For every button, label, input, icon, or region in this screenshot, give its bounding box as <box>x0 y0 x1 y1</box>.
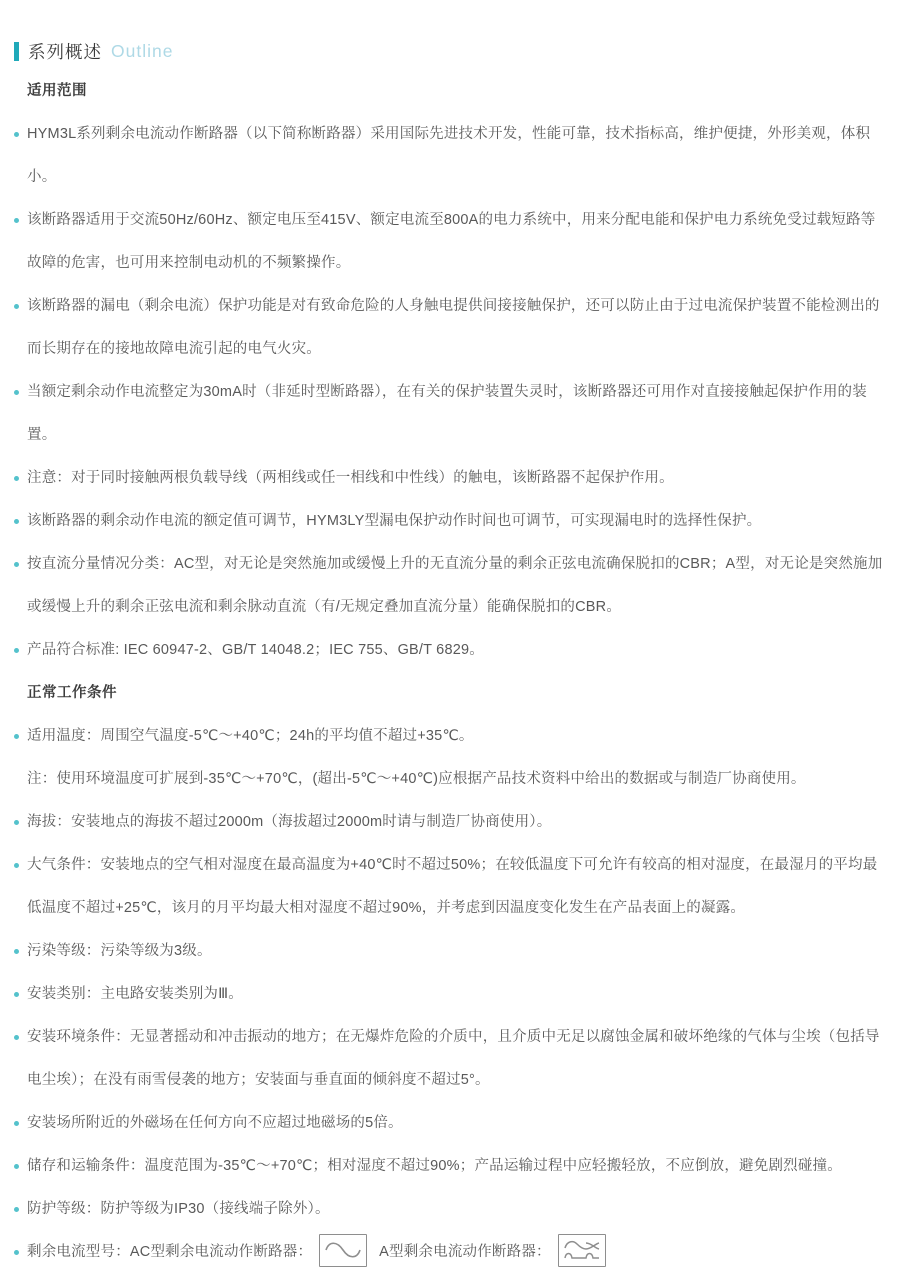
bullet-item <box>27 844 886 930</box>
bullet-item <box>27 113 886 199</box>
bullet-dot-icon <box>14 390 19 395</box>
bullet-dot-icon <box>14 132 19 137</box>
item-text: 当额定剩余动作电流整定为30mA时（非延时型断路器），在有关的保护装置失灵时，该断路器还可用作对直接接触起保护作用的装置。 <box>27 384 867 443</box>
item-text: 注意：对于同时接触两根负载导线（两相线或任一相线和中性线）的触电，该断路器不起保护作用。 <box>27 470 674 486</box>
bullet-dot-icon <box>14 992 19 997</box>
bullet-item <box>27 500 886 543</box>
bullet-item <box>27 973 886 1016</box>
item-text: 防护等级：防护等级为IP30（接线端子除外）。 <box>27 1201 330 1217</box>
bullet-dot-icon <box>14 304 19 309</box>
page <box>0 40 900 1260</box>
bullet-item <box>27 629 886 672</box>
item-text: 安装类别：主电路安装类别为Ⅲ。 <box>27 986 243 1002</box>
bullet-dot-icon <box>14 648 19 653</box>
bullet-dot-icon <box>14 863 19 868</box>
a-type-label: A型剩余电流动作断路器： <box>379 1244 551 1260</box>
content <box>27 70 886 1274</box>
bullet-item <box>27 1016 886 1102</box>
item-text: 该断路器的剩余动作电流的额定值可调节，HYM3LY型漏电保护动作时间也可调节，可实现漏电时的选择性保护。 <box>27 513 762 529</box>
accent-bar <box>14 42 19 61</box>
item-text: 储存和运输条件：温度范围为-35℃～+70℃；相对湿度不超过90%；产品运输过程中应轻搬轻放，不应倒放，避免剧烈碰撞。 <box>27 1158 842 1174</box>
bullet-item <box>27 801 886 844</box>
item-text: 产品符合标准: IEC 60947-2、GB/T 14048.2；IEC 755、GB/T 6829。 <box>27 642 484 658</box>
item-text: 该断路器的漏电（剩余电流）保护功能是对有致命危险的人身触电提供间接接触保护，还可以防止由于过电流保护装置不能检测出的而长期存在的接地故障电流引起的电气火灾。 <box>27 298 880 357</box>
page-header <box>14 40 900 62</box>
bullet-item <box>27 1231 886 1274</box>
bullet-item <box>27 199 886 285</box>
bullet-item <box>27 457 886 500</box>
page-title: 系列概述 <box>28 41 102 62</box>
section-heading: 适用范围 <box>27 83 87 99</box>
bullet-item <box>27 1188 886 1231</box>
item-text: 大气条件：安装地点的空气相对湿度在最高温度为+40℃时不超过50%；在较低温度下可允许有较高的相对湿度，在最湿月的平均最低温度不超过+25℃，该月的月平均最大相对湿度不超过90%，并考虑到因温度变化发生在产品表面上的凝露。 <box>27 857 878 916</box>
bullet-item <box>27 1102 886 1145</box>
item-text: 海拔：安装地点的海拔不超过2000m（海拔超过2000m时请与制造厂协商使用）。 <box>27 814 552 830</box>
bullet-item <box>27 715 886 758</box>
ac-sine-wave-icon <box>319 1234 367 1267</box>
bullet-item <box>27 371 886 457</box>
bullet-item <box>27 1145 886 1188</box>
bullet-item <box>27 285 886 371</box>
bullet-item <box>27 543 886 629</box>
bullet-dot-icon <box>14 1035 19 1040</box>
page-subtitle: Outline <box>111 40 174 61</box>
item-text: 安装环境条件：无显著摇动和冲击振动的地方；在无爆炸危险的介质中，且介质中无足以腐蚀金属和破坏绝缘的气体与尘埃（包括导电尘埃）；在没有雨雪侵袭的地方；安装面与垂直面的倾斜度不超过5°。 <box>27 1029 880 1088</box>
item-text: 该断路器适用于交流50Hz/60Hz、额定电压至415V、额定电流至800A的电力系统中，用来分配电能和保护电力系统免受过载短路等故障的危害，也可用来控制电动机的不频繁操作。 <box>27 212 876 271</box>
bullet-dot-icon <box>14 519 19 524</box>
bullet-dot-icon <box>14 949 19 954</box>
item-text: HYM3L系列剩余电流动作断路器（以下简称断路器）采用国际先进技术开发，性能可靠，技术指标高，维护便捷，外形美观，体积小。 <box>27 126 871 185</box>
bullet-item <box>27 930 886 973</box>
bullet-dot-icon <box>14 218 19 223</box>
bullet-dot-icon <box>14 476 19 481</box>
bullet-dot-icon <box>14 562 19 567</box>
a-pulsating-wave-icon <box>558 1234 606 1267</box>
item-text: 污染等级：污染等级为3级。 <box>27 943 212 959</box>
bullet-dot-icon <box>14 820 19 825</box>
item-text: 适用温度：周围空气温度-5℃～+40℃；24h的平均值不超过+35℃。 <box>27 728 474 744</box>
note-line <box>27 758 886 801</box>
item-text: 注：使用环境温度可扩展到-35℃～+70℃，(超出-5℃～+40℃)应根据产品技术资料中给出的数据或与制造厂协商使用。 <box>27 771 806 787</box>
ac-type-label: 剩余电流型号：AC型剩余电流动作断路器： <box>27 1244 313 1260</box>
bullet-dot-icon <box>14 734 19 739</box>
item-text: 安装场所附近的外磁场在任何方向不应超过地磁场的5倍。 <box>27 1115 403 1131</box>
section-heading: 正常工作条件 <box>27 685 117 701</box>
bullet-dot-icon <box>14 1121 19 1126</box>
bullet-dot-icon <box>14 1250 19 1255</box>
bullet-dot-icon <box>14 1164 19 1169</box>
bullet-dot-icon <box>14 1207 19 1212</box>
item-text: 按直流分量情况分类：AC型，对无论是突然施加或缓慢上升的无直流分量的剩余正弦电流确保脱扣的CBR；A型，对无论是突然施加或缓慢上升的剩余正弦电流和剩余脉动直流（有/无规定叠加直流分量）能确保脱扣的CBR。 <box>27 556 883 615</box>
